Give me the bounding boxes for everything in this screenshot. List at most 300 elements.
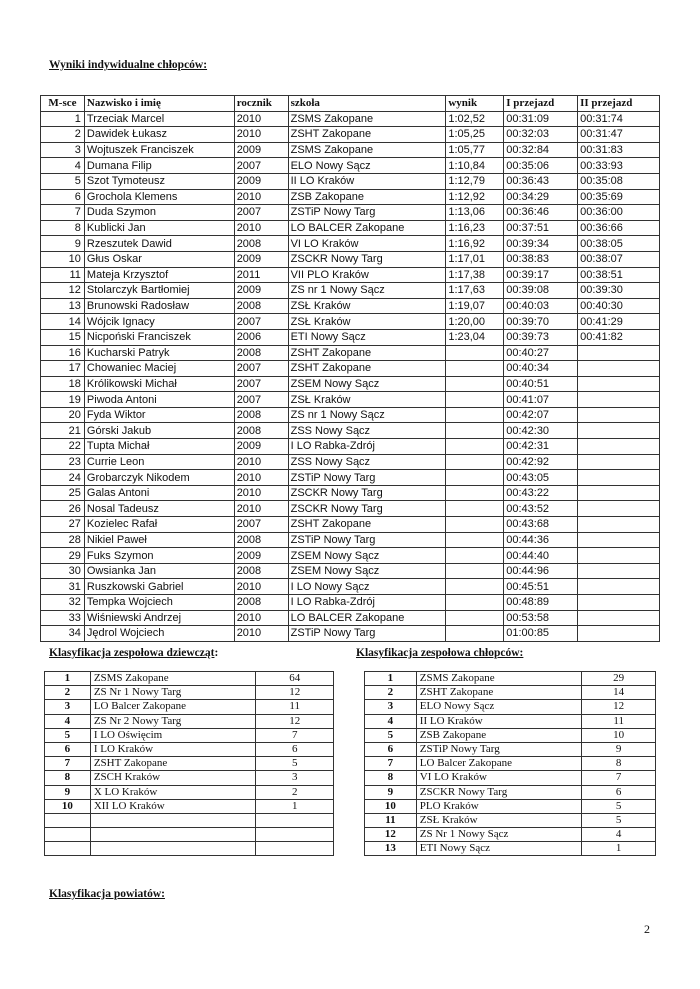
cell-school: I LO Oświęcim bbox=[90, 728, 256, 742]
table-row bbox=[41, 127, 660, 143]
cell-run1: 00:39:70 bbox=[504, 314, 578, 330]
cell-result: 1:13,06 bbox=[446, 205, 504, 221]
table-row bbox=[365, 828, 656, 842]
cell-year: 2007 bbox=[234, 376, 288, 392]
cell-year: 2010 bbox=[234, 626, 288, 642]
cell-name: Ruszkowski Gabriel bbox=[84, 579, 234, 595]
cell-name: Wójcik Ignacy bbox=[84, 314, 234, 330]
cell-result bbox=[446, 626, 504, 642]
cell-place: 22 bbox=[41, 439, 85, 455]
cell-school: ZSŁ Kraków bbox=[288, 392, 446, 408]
cell-run1: 00:40:51 bbox=[504, 376, 578, 392]
cell-run2 bbox=[578, 548, 660, 564]
cell-result: 1:17,63 bbox=[446, 283, 504, 299]
cell-run2: 00:31:74 bbox=[578, 111, 660, 127]
cell-name: Dawidek Łukasz bbox=[84, 127, 234, 143]
cell-place: 29 bbox=[41, 548, 85, 564]
cell-school: ZSCH Kraków bbox=[90, 771, 256, 785]
table-row bbox=[41, 610, 660, 626]
cell-run2: 00:36:66 bbox=[578, 220, 660, 236]
cell-place: 31 bbox=[41, 579, 85, 595]
cell-year: 2009 bbox=[234, 439, 288, 455]
cell-points: 11 bbox=[582, 714, 656, 728]
cell-run2: 00:35:69 bbox=[578, 189, 660, 205]
cell-name: Stolarczyk Bartłomiej bbox=[84, 283, 234, 299]
cell-place: 6 bbox=[41, 189, 85, 205]
table-row bbox=[365, 728, 656, 742]
cell-points: 1 bbox=[582, 842, 656, 856]
cell-place: 11 bbox=[41, 267, 85, 283]
cell-year: 2008 bbox=[234, 563, 288, 579]
cell-result: 1:05,25 bbox=[446, 127, 504, 143]
cell-school: ZSMS Zakopane bbox=[90, 672, 256, 686]
cell-rank: 6 bbox=[45, 742, 91, 756]
cell-name: Nicpoński Franciszek bbox=[84, 329, 234, 345]
cell-name: Wiśniewski Andrzej bbox=[84, 610, 234, 626]
cell-school: LO Balcer Zakopane bbox=[416, 757, 582, 771]
cell-run1: 00:31:09 bbox=[504, 111, 578, 127]
cell-name: Rzeszutek Dawid bbox=[84, 236, 234, 252]
cell-place: 9 bbox=[41, 236, 85, 252]
cell-name: Fuks Szymon bbox=[84, 548, 234, 564]
cell-run1: 00:40:27 bbox=[504, 345, 578, 361]
table-row bbox=[45, 828, 334, 842]
cell-run1: 00:45:51 bbox=[504, 579, 578, 595]
cell-run2 bbox=[578, 376, 660, 392]
cell-run1: 00:43:05 bbox=[504, 470, 578, 486]
cell-year: 2009 bbox=[234, 251, 288, 267]
cell-place: 32 bbox=[41, 595, 85, 611]
cell-school: LO BALCER Zakopane bbox=[288, 220, 446, 236]
cell-place: 14 bbox=[41, 314, 85, 330]
table-row bbox=[41, 517, 660, 533]
cell-run2 bbox=[578, 563, 660, 579]
cell-points: 5 bbox=[582, 813, 656, 827]
boys-team-title: Klasyfikacja zespołowa chłopców: bbox=[356, 647, 524, 659]
cell-result: 1:20,00 bbox=[446, 314, 504, 330]
cell-name: Wojtuszek Franciszek bbox=[84, 142, 234, 158]
cell-run1: 00:42:07 bbox=[504, 407, 578, 423]
cell-result: 1:17,01 bbox=[446, 251, 504, 267]
cell-run1: 00:36:43 bbox=[504, 173, 578, 189]
cell-points: 7 bbox=[582, 771, 656, 785]
table-row bbox=[41, 595, 660, 611]
individual-results-title: Wyniki indywidualne chłopców: bbox=[49, 59, 208, 71]
cell-name: Chowaniec Maciej bbox=[84, 361, 234, 377]
cell-result bbox=[446, 423, 504, 439]
cell-run2 bbox=[578, 454, 660, 470]
cell-school: PLO Kraków bbox=[416, 799, 582, 813]
cell-points: 64 bbox=[256, 672, 334, 686]
cell-points bbox=[256, 828, 334, 842]
cell-place: 20 bbox=[41, 407, 85, 423]
cell-result: 1:05,77 bbox=[446, 142, 504, 158]
districts-heading: Klasyfikacja powiatów: bbox=[49, 888, 165, 900]
cell-result: 1:17,38 bbox=[446, 267, 504, 283]
cell-run1: 00:39:17 bbox=[504, 267, 578, 283]
cell-school: ZSEM Nowy Sącz bbox=[288, 376, 446, 392]
cell-school: ZSCKR Nowy Targ bbox=[288, 251, 446, 267]
cell-year: 2009 bbox=[234, 142, 288, 158]
cell-place: 16 bbox=[41, 345, 85, 361]
table-row bbox=[41, 501, 660, 517]
cell-year: 2010 bbox=[234, 485, 288, 501]
cell-school: ZSB Zakopane bbox=[288, 189, 446, 205]
cell-result bbox=[446, 345, 504, 361]
cell-run1: 00:43:52 bbox=[504, 501, 578, 517]
cell-points: 10 bbox=[582, 728, 656, 742]
cell-rank: 4 bbox=[365, 714, 417, 728]
table-row bbox=[41, 267, 660, 283]
cell-rank: 1 bbox=[365, 672, 417, 686]
cell-run2: 00:41:82 bbox=[578, 329, 660, 345]
cell-rank: 6 bbox=[365, 742, 417, 756]
cell-run2 bbox=[578, 579, 660, 595]
cell-place: 3 bbox=[41, 142, 85, 158]
cell-place: 23 bbox=[41, 454, 85, 470]
cell-place: 27 bbox=[41, 517, 85, 533]
cell-school: ZSHT Zakopane bbox=[288, 517, 446, 533]
cell-result bbox=[446, 548, 504, 564]
cell-run1: 00:34:29 bbox=[504, 189, 578, 205]
table-row bbox=[365, 785, 656, 799]
cell-points: 12 bbox=[256, 686, 334, 700]
cell-run1: 00:43:22 bbox=[504, 485, 578, 501]
cell-school: I LO Kraków bbox=[90, 742, 256, 756]
cell-year: 2009 bbox=[234, 548, 288, 564]
cell-school: ZS nr 1 Nowy Sącz bbox=[288, 283, 446, 299]
cell-run2: 00:40:30 bbox=[578, 298, 660, 314]
cell-run1: 00:39:73 bbox=[504, 329, 578, 345]
cell-rank: 3 bbox=[365, 700, 417, 714]
individual-results-table bbox=[40, 95, 660, 642]
cell-rank: 9 bbox=[365, 785, 417, 799]
cell-school: ZSHT Zakopane bbox=[90, 757, 256, 771]
cell-name: Kozielec Rafał bbox=[84, 517, 234, 533]
cell-school: ZSŁ Kraków bbox=[288, 298, 446, 314]
cell-year: 2007 bbox=[234, 205, 288, 221]
cell-run2 bbox=[578, 439, 660, 455]
cell-school: ZSŁ Kraków bbox=[288, 314, 446, 330]
cell-run1: 00:44:96 bbox=[504, 563, 578, 579]
cell-school bbox=[90, 813, 256, 827]
table-row bbox=[41, 532, 660, 548]
cell-name: Owsianka Jan bbox=[84, 563, 234, 579]
cell-name: Currie Leon bbox=[84, 454, 234, 470]
table-header-row bbox=[41, 96, 660, 112]
cell-year: 2007 bbox=[234, 158, 288, 174]
cell-place: 4 bbox=[41, 158, 85, 174]
cell-place: 10 bbox=[41, 251, 85, 267]
cell-run1: 00:42:30 bbox=[504, 423, 578, 439]
table-row bbox=[41, 423, 660, 439]
table-row bbox=[41, 251, 660, 267]
table-row bbox=[41, 298, 660, 314]
page-number: 2 bbox=[644, 922, 650, 936]
cell-run1: 00:32:03 bbox=[504, 127, 578, 143]
cell-place: 5 bbox=[41, 173, 85, 189]
cell-rank: 4 bbox=[45, 714, 91, 728]
table-row bbox=[365, 771, 656, 785]
cell-year: 2008 bbox=[234, 236, 288, 252]
cell-year: 2007 bbox=[234, 314, 288, 330]
cell-name: Grochola Klemens bbox=[84, 189, 234, 205]
boys-team-table bbox=[364, 671, 656, 856]
cell-run1: 00:32:84 bbox=[504, 142, 578, 158]
table-row bbox=[41, 407, 660, 423]
cell-run1: 00:43:68 bbox=[504, 517, 578, 533]
table-row bbox=[41, 392, 660, 408]
cell-points: 9 bbox=[582, 742, 656, 756]
cell-rank: 13 bbox=[365, 842, 417, 856]
cell-name: Mateja Krzysztof bbox=[84, 267, 234, 283]
cell-place: 2 bbox=[41, 127, 85, 143]
cell-run1: 00:37:51 bbox=[504, 220, 578, 236]
cell-points: 11 bbox=[256, 700, 334, 714]
cell-points: 6 bbox=[256, 742, 334, 756]
col-header-name: Nazwisko i imię bbox=[84, 96, 234, 112]
cell-school: X LO Kraków bbox=[90, 785, 256, 799]
cell-school: ZSMS Zakopane bbox=[288, 142, 446, 158]
cell-rank: 9 bbox=[45, 785, 91, 799]
cell-run2 bbox=[578, 517, 660, 533]
table-row bbox=[41, 563, 660, 579]
cell-run2 bbox=[578, 470, 660, 486]
cell-run2: 00:35:08 bbox=[578, 173, 660, 189]
table-row bbox=[41, 283, 660, 299]
cell-result bbox=[446, 579, 504, 595]
table-row bbox=[41, 205, 660, 221]
cell-school: ZSS Nowy Sącz bbox=[288, 423, 446, 439]
cell-rank: 5 bbox=[45, 728, 91, 742]
cell-run1: 00:42:31 bbox=[504, 439, 578, 455]
cell-result bbox=[446, 392, 504, 408]
cell-place: 12 bbox=[41, 283, 85, 299]
cell-rank: 3 bbox=[45, 700, 91, 714]
cell-run2 bbox=[578, 423, 660, 439]
cell-school: ZSCKR Nowy Targ bbox=[288, 485, 446, 501]
table-row bbox=[45, 785, 334, 799]
table-row bbox=[41, 439, 660, 455]
cell-school: ZSTiP Nowy Targ bbox=[416, 742, 582, 756]
cell-rank bbox=[45, 813, 91, 827]
cell-place: 13 bbox=[41, 298, 85, 314]
girls-team-heading bbox=[49, 646, 218, 660]
cell-school: ETI Nowy Sącz bbox=[416, 842, 582, 856]
cell-school: ZSMS Zakopane bbox=[416, 672, 582, 686]
table-row bbox=[45, 700, 334, 714]
cell-run1: 00:39:08 bbox=[504, 283, 578, 299]
cell-result bbox=[446, 610, 504, 626]
cell-school: VI LO Kraków bbox=[416, 771, 582, 785]
cell-school: ZSCKR Nowy Targ bbox=[416, 785, 582, 799]
cell-rank: 10 bbox=[365, 799, 417, 813]
cell-school: ZS Nr 1 Nowy Targ bbox=[90, 686, 256, 700]
cell-result: 1:02,52 bbox=[446, 111, 504, 127]
cell-school: VII PLO Kraków bbox=[288, 267, 446, 283]
cell-school: ZSMS Zakopane bbox=[288, 111, 446, 127]
cell-place: 25 bbox=[41, 485, 85, 501]
cell-rank: 11 bbox=[365, 813, 417, 827]
cell-school: ZSB Zakopane bbox=[416, 728, 582, 742]
cell-school: ELO Nowy Sącz bbox=[288, 158, 446, 174]
table-row bbox=[41, 173, 660, 189]
cell-school: I LO Rabka-Zdrój bbox=[288, 439, 446, 455]
cell-school: I LO Nowy Sącz bbox=[288, 579, 446, 595]
table-row bbox=[365, 757, 656, 771]
cell-result bbox=[446, 470, 504, 486]
cell-school: ZS Nr 2 Nowy Targ bbox=[90, 714, 256, 728]
cell-name: Tempka Wojciech bbox=[84, 595, 234, 611]
col-header-run1: I przejazd bbox=[504, 96, 578, 112]
cell-place: 19 bbox=[41, 392, 85, 408]
cell-school: LO Balcer Zakopane bbox=[90, 700, 256, 714]
cell-year: 2008 bbox=[234, 298, 288, 314]
girls-team-title: Klasyfikacja zespołowa dziewcząt bbox=[49, 647, 215, 659]
table-row bbox=[41, 626, 660, 642]
cell-result: 1:10,84 bbox=[446, 158, 504, 174]
cell-points: 6 bbox=[582, 785, 656, 799]
cell-school: I LO Rabka-Zdrój bbox=[288, 595, 446, 611]
cell-result: 1:16,23 bbox=[446, 220, 504, 236]
table-row bbox=[45, 742, 334, 756]
cell-run1: 00:42:92 bbox=[504, 454, 578, 470]
cell-run1: 00:53:58 bbox=[504, 610, 578, 626]
cell-run2 bbox=[578, 626, 660, 642]
cell-place: 33 bbox=[41, 610, 85, 626]
cell-school: ZSTiP Nowy Targ bbox=[288, 532, 446, 548]
table-row bbox=[41, 376, 660, 392]
cell-place: 8 bbox=[41, 220, 85, 236]
cell-result bbox=[446, 532, 504, 548]
cell-place: 24 bbox=[41, 470, 85, 486]
girls-team-title-colon: : bbox=[214, 647, 219, 659]
cell-school: ZSS Nowy Sącz bbox=[288, 454, 446, 470]
cell-place: 30 bbox=[41, 563, 85, 579]
cell-place: 7 bbox=[41, 205, 85, 221]
table-row bbox=[45, 813, 334, 827]
cell-result: 1:19,07 bbox=[446, 298, 504, 314]
cell-school: ZSHT Zakopane bbox=[288, 361, 446, 377]
cell-rank: 8 bbox=[365, 771, 417, 785]
cell-name: Grobarczyk Nikodem bbox=[84, 470, 234, 486]
table-row bbox=[41, 470, 660, 486]
cell-run2 bbox=[578, 485, 660, 501]
cell-points: 5 bbox=[256, 757, 334, 771]
cell-place: 26 bbox=[41, 501, 85, 517]
cell-name: Piwoda Antoni bbox=[84, 392, 234, 408]
table-row bbox=[45, 672, 334, 686]
cell-rank: 7 bbox=[365, 757, 417, 771]
cell-place: 28 bbox=[41, 532, 85, 548]
cell-run1: 00:41:07 bbox=[504, 392, 578, 408]
cell-run2: 00:31:83 bbox=[578, 142, 660, 158]
table-row bbox=[41, 189, 660, 205]
cell-run2: 00:31:47 bbox=[578, 127, 660, 143]
cell-school: ELO Nowy Sącz bbox=[416, 700, 582, 714]
cell-school bbox=[90, 842, 256, 856]
cell-school: ETI Nowy Sącz bbox=[288, 329, 446, 345]
cell-run1: 00:44:40 bbox=[504, 548, 578, 564]
cell-place: 18 bbox=[41, 376, 85, 392]
cell-rank: 7 bbox=[45, 757, 91, 771]
cell-name: Górski Jakub bbox=[84, 423, 234, 439]
cell-result: 1:12,79 bbox=[446, 173, 504, 189]
cell-result bbox=[446, 454, 504, 470]
cell-points: 2 bbox=[256, 785, 334, 799]
cell-rank bbox=[45, 842, 91, 856]
cell-school: ZSHT Zakopane bbox=[416, 686, 582, 700]
cell-rank: 8 bbox=[45, 771, 91, 785]
cell-name: Nikiel Paweł bbox=[84, 532, 234, 548]
cell-points bbox=[256, 842, 334, 856]
cell-school: ZSTiP Nowy Targ bbox=[288, 470, 446, 486]
cell-result bbox=[446, 517, 504, 533]
cell-name: Głus Oskar bbox=[84, 251, 234, 267]
cell-name: Tupta Michał bbox=[84, 439, 234, 455]
table-row bbox=[41, 236, 660, 252]
table-row bbox=[41, 454, 660, 470]
cell-result: 1:12,92 bbox=[446, 189, 504, 205]
table-row bbox=[41, 485, 660, 501]
cell-place: 1 bbox=[41, 111, 85, 127]
cell-rank: 5 bbox=[365, 728, 417, 742]
cell-run2 bbox=[578, 501, 660, 517]
cell-year: 2010 bbox=[234, 220, 288, 236]
cell-place: 34 bbox=[41, 626, 85, 642]
cell-points: 3 bbox=[256, 771, 334, 785]
cell-run2 bbox=[578, 532, 660, 548]
cell-place: 21 bbox=[41, 423, 85, 439]
table-row bbox=[365, 672, 656, 686]
cell-run2: 00:36:00 bbox=[578, 205, 660, 221]
cell-rank: 2 bbox=[365, 686, 417, 700]
cell-place: 17 bbox=[41, 361, 85, 377]
cell-points: 12 bbox=[256, 714, 334, 728]
cell-name: Trzeciak Marcel bbox=[84, 111, 234, 127]
cell-run1: 00:38:83 bbox=[504, 251, 578, 267]
girls-team-table bbox=[44, 671, 334, 856]
table-row bbox=[45, 842, 334, 856]
cell-name: Nosal Tadeusz bbox=[84, 501, 234, 517]
table-row bbox=[41, 579, 660, 595]
cell-points: 4 bbox=[582, 828, 656, 842]
table-row bbox=[365, 813, 656, 827]
cell-result: 1:23,04 bbox=[446, 329, 504, 345]
col-header-year: rocznik bbox=[234, 96, 288, 112]
cell-result bbox=[446, 563, 504, 579]
cell-school: ZSEM Nowy Sącz bbox=[288, 548, 446, 564]
cell-run1: 00:35:06 bbox=[504, 158, 578, 174]
cell-rank bbox=[45, 828, 91, 842]
cell-points: 7 bbox=[256, 728, 334, 742]
cell-year: 2008 bbox=[234, 595, 288, 611]
cell-run2: 00:38:51 bbox=[578, 267, 660, 283]
cell-rank: 2 bbox=[45, 686, 91, 700]
cell-name: Szot Tymoteusz bbox=[84, 173, 234, 189]
cell-year: 2010 bbox=[234, 127, 288, 143]
table-row bbox=[41, 329, 660, 345]
cell-run2: 00:38:05 bbox=[578, 236, 660, 252]
cell-rank: 1 bbox=[45, 672, 91, 686]
cell-year: 2009 bbox=[234, 283, 288, 299]
cell-run2 bbox=[578, 345, 660, 361]
individual-results-heading bbox=[49, 58, 207, 72]
cell-run1: 00:36:46 bbox=[504, 205, 578, 221]
cell-school bbox=[90, 828, 256, 842]
table-row bbox=[365, 799, 656, 813]
table-row bbox=[45, 686, 334, 700]
